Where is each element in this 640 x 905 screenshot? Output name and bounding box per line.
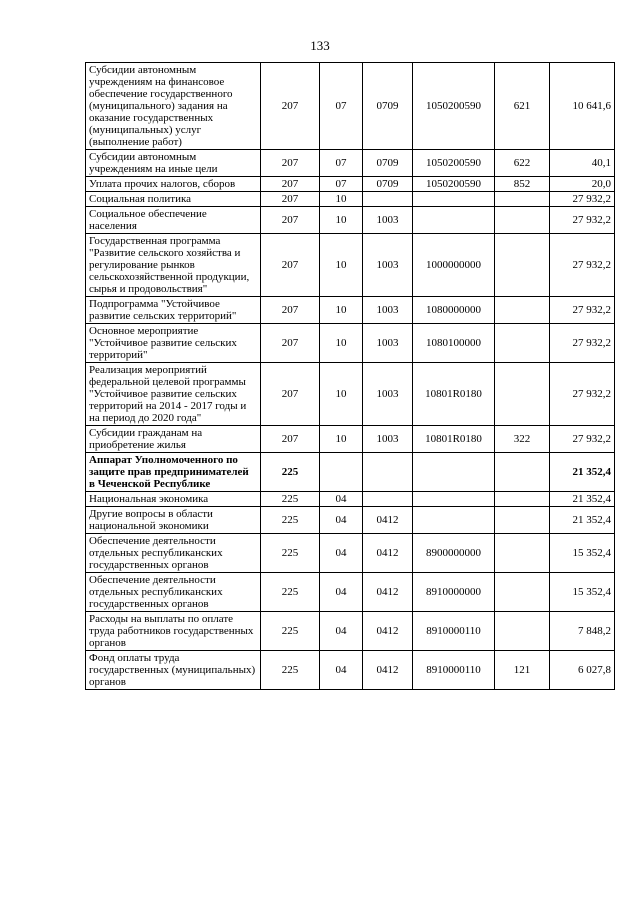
table-row <box>86 234 615 297</box>
subsection-code-cell: 0709 <box>363 63 413 150</box>
expense-type-code-cell <box>495 363 550 426</box>
subsection-code-cell: 1003 <box>363 426 413 453</box>
row-name-cell: Реализация мероприятий федеральной целевой программы "Устойчивое развитие сельских территорий на 2014 - 2017 годы и на период до 2020 года" <box>86 363 261 426</box>
target-article-code-cell <box>413 192 495 207</box>
row-name-cell: Национальная экономика <box>86 492 261 507</box>
row-name-cell: Обеспечение деятельности отдельных республиканских государственных органов <box>86 534 261 573</box>
amount-cell: 27 932,2 <box>550 324 615 363</box>
amount-cell: 27 932,2 <box>550 234 615 297</box>
ministry-code-cell: 207 <box>261 426 320 453</box>
amount-cell: 27 932,2 <box>550 192 615 207</box>
target-article-code-cell: 1080100000 <box>413 324 495 363</box>
target-article-code-cell: 1050200590 <box>413 177 495 192</box>
expense-type-code-cell <box>495 453 550 492</box>
row-name-cell: Подпрограмма "Устойчивое развитие сельских территорий" <box>86 297 261 324</box>
subsection-code-cell: 0412 <box>363 612 413 651</box>
amount-cell: 10 641,6 <box>550 63 615 150</box>
subsection-code-cell: 1003 <box>363 297 413 324</box>
table-row <box>86 612 615 651</box>
table-row <box>86 534 615 573</box>
table-row <box>86 492 615 507</box>
expense-type-code-cell: 121 <box>495 651 550 690</box>
table-row <box>86 651 615 690</box>
target-article-code-cell: 1080000000 <box>413 297 495 324</box>
row-name-cell: Государственная программа "Развитие сельского хозяйства и регулирование рынков сельскохозяйственной продукции, сырья и продовольствия" <box>86 234 261 297</box>
row-name-cell: Субсидии гражданам на приобретение жилья <box>86 426 261 453</box>
row-name-cell: Субсидии автономным учреждениям на иные цели <box>86 150 261 177</box>
target-article-code-cell: 8910000110 <box>413 651 495 690</box>
subsection-code-cell: 1003 <box>363 363 413 426</box>
table-row <box>86 426 615 453</box>
row-name-cell: Расходы на выплаты по оплате труда работников государственных органов <box>86 612 261 651</box>
target-article-code-cell <box>413 507 495 534</box>
amount-cell: 15 352,4 <box>550 534 615 573</box>
row-name-cell: Фонд оплаты труда государственных (муниципальных) органов <box>86 651 261 690</box>
target-article-code-cell: 8910000110 <box>413 612 495 651</box>
table-row <box>86 324 615 363</box>
section-code-cell: 04 <box>320 651 363 690</box>
expense-type-code-cell <box>495 534 550 573</box>
table-row <box>86 207 615 234</box>
table-row <box>86 453 615 492</box>
expense-type-code-cell: 621 <box>495 63 550 150</box>
section-code-cell: 10 <box>320 297 363 324</box>
row-name-cell: Уплата прочих налогов, сборов <box>86 177 261 192</box>
subsection-code-cell: 0412 <box>363 573 413 612</box>
subsection-code-cell <box>363 453 413 492</box>
section-code-cell: 04 <box>320 534 363 573</box>
section-code-cell: 10 <box>320 207 363 234</box>
ministry-code-cell: 225 <box>261 453 320 492</box>
table-row <box>86 507 615 534</box>
section-code-cell: 04 <box>320 612 363 651</box>
page-number: 133 <box>310 38 330 53</box>
ministry-code-cell: 207 <box>261 192 320 207</box>
subsection-code-cell <box>363 192 413 207</box>
expense-type-code-cell: 622 <box>495 150 550 177</box>
ministry-code-cell: 207 <box>261 324 320 363</box>
table-row <box>86 192 615 207</box>
ministry-code-cell: 225 <box>261 507 320 534</box>
expense-type-code-cell <box>495 612 550 651</box>
row-name-cell: Обеспечение деятельности отдельных республиканских государственных органов <box>86 573 261 612</box>
amount-cell: 7 848,2 <box>550 612 615 651</box>
ministry-code-cell: 207 <box>261 177 320 192</box>
section-code-cell: 04 <box>320 573 363 612</box>
table-row <box>86 363 615 426</box>
ministry-code-cell: 207 <box>261 234 320 297</box>
section-code-cell: 10 <box>320 234 363 297</box>
expense-type-code-cell <box>495 234 550 297</box>
expense-type-code-cell <box>495 192 550 207</box>
ministry-code-cell: 225 <box>261 612 320 651</box>
expense-type-code-cell <box>495 207 550 234</box>
target-article-code-cell <box>413 453 495 492</box>
row-name-cell: Социальная политика <box>86 192 261 207</box>
expense-type-code-cell: 852 <box>495 177 550 192</box>
section-code-cell <box>320 453 363 492</box>
subsection-code-cell: 0709 <box>363 177 413 192</box>
table-row <box>86 297 615 324</box>
target-article-code-cell <box>413 492 495 507</box>
subsection-code-cell: 0412 <box>363 507 413 534</box>
budget-table-body <box>86 63 615 690</box>
row-name-cell: Другие вопросы в области национальной экономики <box>86 507 261 534</box>
ministry-code-cell: 207 <box>261 207 320 234</box>
amount-cell: 40,1 <box>550 150 615 177</box>
row-name-cell: Социальное обеспечение населения <box>86 207 261 234</box>
amount-cell: 21 352,4 <box>550 492 615 507</box>
amount-cell: 27 932,2 <box>550 363 615 426</box>
budget-table <box>85 62 615 690</box>
table-row <box>86 63 615 150</box>
target-article-code-cell: 8910000000 <box>413 573 495 612</box>
expense-type-code-cell: 322 <box>495 426 550 453</box>
table-row <box>86 150 615 177</box>
table-row <box>86 573 615 612</box>
subsection-code-cell <box>363 492 413 507</box>
expense-type-code-cell <box>495 297 550 324</box>
target-article-code-cell <box>413 207 495 234</box>
target-article-code-cell: 10801R0180 <box>413 363 495 426</box>
section-code-cell: 04 <box>320 492 363 507</box>
expense-type-code-cell <box>495 492 550 507</box>
ministry-code-cell: 207 <box>261 63 320 150</box>
amount-cell: 6 027,8 <box>550 651 615 690</box>
section-code-cell: 10 <box>320 363 363 426</box>
row-name-cell: Субсидии автономным учреждениям на финансовое обеспечение государственного (муниципального) задания на оказание государственных (муниципальных) услуг (выполнение работ) <box>86 63 261 150</box>
section-code-cell: 07 <box>320 177 363 192</box>
section-code-cell: 10 <box>320 324 363 363</box>
subsection-code-cell: 0412 <box>363 651 413 690</box>
expense-type-code-cell <box>495 324 550 363</box>
expense-type-code-cell <box>495 507 550 534</box>
section-code-cell: 07 <box>320 63 363 150</box>
section-code-cell: 07 <box>320 150 363 177</box>
amount-cell: 15 352,4 <box>550 573 615 612</box>
section-code-cell: 04 <box>320 507 363 534</box>
target-article-code-cell: 10801R0180 <box>413 426 495 453</box>
section-code-cell: 10 <box>320 426 363 453</box>
ministry-code-cell: 207 <box>261 150 320 177</box>
amount-cell: 21 352,4 <box>550 507 615 534</box>
subsection-code-cell: 1003 <box>363 324 413 363</box>
table-row <box>86 177 615 192</box>
amount-cell: 20,0 <box>550 177 615 192</box>
ministry-code-cell: 225 <box>261 651 320 690</box>
expense-type-code-cell <box>495 573 550 612</box>
ministry-code-cell: 225 <box>261 573 320 612</box>
row-name-cell: Аппарат Уполномоченного по защите прав предпринимателей в Чеченской Республике <box>86 453 261 492</box>
ministry-code-cell: 225 <box>261 534 320 573</box>
target-article-code-cell: 1050200590 <box>413 150 495 177</box>
target-article-code-cell: 1050200590 <box>413 63 495 150</box>
amount-cell: 27 932,2 <box>550 297 615 324</box>
ministry-code-cell: 207 <box>261 363 320 426</box>
amount-cell: 27 932,2 <box>550 426 615 453</box>
amount-cell: 27 932,2 <box>550 207 615 234</box>
row-name-cell: Основное мероприятие "Устойчивое развитие сельских территорий" <box>86 324 261 363</box>
subsection-code-cell: 0709 <box>363 150 413 177</box>
ministry-code-cell: 207 <box>261 297 320 324</box>
subsection-code-cell: 1003 <box>363 207 413 234</box>
amount-cell: 21 352,4 <box>550 453 615 492</box>
target-article-code-cell: 8900000000 <box>413 534 495 573</box>
subsection-code-cell: 1003 <box>363 234 413 297</box>
target-article-code-cell: 1000000000 <box>413 234 495 297</box>
ministry-code-cell: 225 <box>261 492 320 507</box>
section-code-cell: 10 <box>320 192 363 207</box>
subsection-code-cell: 0412 <box>363 534 413 573</box>
